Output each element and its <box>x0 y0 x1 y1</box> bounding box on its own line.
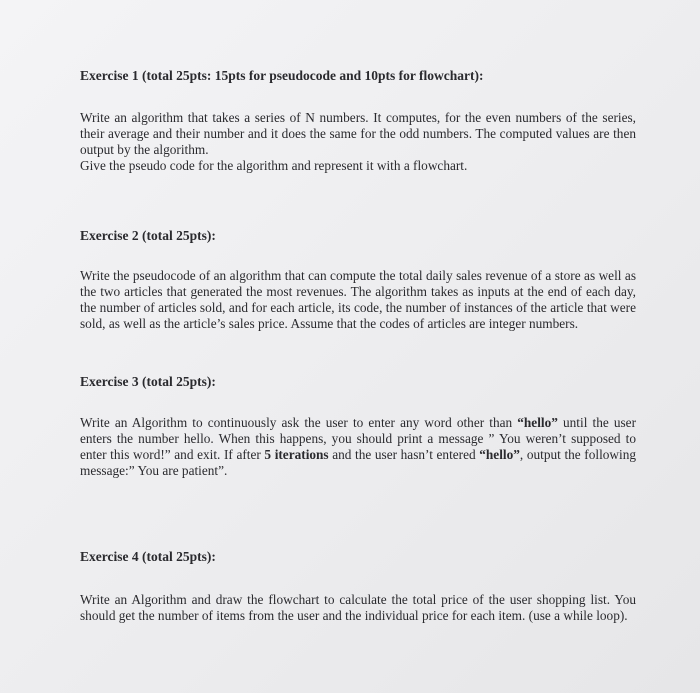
exercise-2-text: Write the pseudocode of an algorithm that can compute the total daily sales revenue of a store as well as the two articles that generated the most revenues. The algorithm takes as inputs at the end of each day, the number of articles sold, and for each article, its code, the number of instances of the article that were sold, as well as the article’s sales price. Assume that the codes of articles are integer numbers. <box>80 268 636 331</box>
exercise-3-five: 5 <box>264 447 272 462</box>
exercise-2 <box>80 228 636 244</box>
exercise-1-body <box>80 110 636 174</box>
exercise-4-body <box>80 592 636 624</box>
exercise-3-text-d: and the user hasn’t entered <box>328 447 480 462</box>
exercise-3-text <box>80 415 636 479</box>
exercise-3-text-a: Write an Algorithm to continuously ask the user to enter any word other than <box>80 415 518 430</box>
exercise-1 <box>80 68 636 84</box>
exercise-3-text-b: until the user enters the number hello. When this happens, you should print a message ” You weren’t supposed to enter this word!” and exit. If after <box>80 415 636 462</box>
exercise-4-text: Write an Algorithm and draw the flowchart to calculate the total price of the user shopping list. You should get the number of items from the user and the individual price for each item. (use a while loop). <box>80 592 636 623</box>
exercise-3-body <box>80 415 636 479</box>
exercise-2-body <box>80 268 636 332</box>
exercise-2-title: Exercise 2 (total 25pts): <box>80 228 216 243</box>
exercise-1-description: Write an algorithm that takes a series of N numbers. It computes, for the even numbers of the series, their average and their number and it does the same for the odd numbers. The computed values are then output by the algorithm. <box>80 110 636 157</box>
exercise-4 <box>80 549 636 565</box>
exercise-3-hello-1: “hello” <box>517 415 558 430</box>
exercise-3-iterations: iterations <box>274 447 329 462</box>
exercise-4-title: Exercise 4 (total 25pts): <box>80 549 216 564</box>
exercise-3-text-e: , output the following message:” You are patient”. <box>80 447 637 478</box>
exercise-3 <box>80 374 636 390</box>
exercise-1-title: Exercise 1 (total 25pts: 15pts for pseudocode and 10pts for flowchart): <box>80 68 484 83</box>
exercise-3-hello-2: “hello” <box>479 447 520 462</box>
exercise-1-text <box>80 110 636 174</box>
exercise-3-title: Exercise 3 (total 25pts): <box>80 374 216 389</box>
exercise-1-instruction: Give the pseudo code for the algorithm and represent it with a flowchart. <box>80 158 468 173</box>
